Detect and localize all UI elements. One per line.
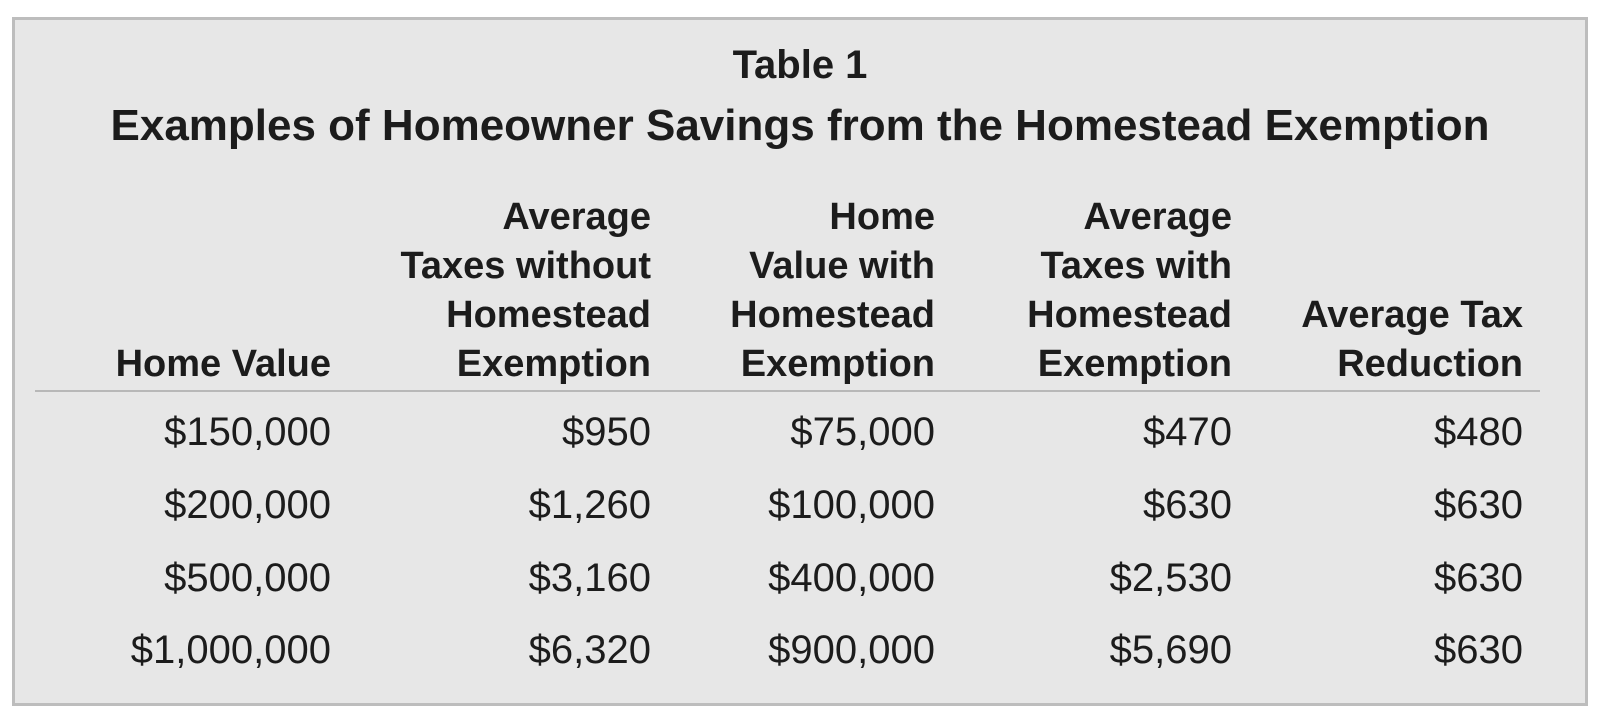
cell-value-with: $900,000	[768, 628, 935, 672]
cell-taxes-with: $630	[1143, 483, 1232, 527]
cell-home-value: $150,000	[164, 410, 331, 454]
table-row	[15, 402, 1585, 462]
table-subtitle: Examples of Homeowner Savings from the Homestead Exemption	[110, 101, 1490, 150]
cell-home-value: $500,000	[164, 556, 331, 600]
cell-home-value: $1,000,000	[130, 628, 331, 672]
cell-value-with: $75,000	[790, 410, 935, 454]
cell-tax-reduction: $480	[1434, 410, 1523, 454]
cell-taxes-without: $1,260	[528, 483, 651, 527]
cell-taxes-with: $2,530	[1109, 556, 1232, 600]
col-header-value-with	[730, 193, 935, 389]
cell-tax-reduction: $630	[1434, 483, 1523, 527]
cell-tax-reduction: $630	[1434, 628, 1523, 672]
col-header-line: Homestead	[446, 294, 651, 336]
cell-taxes-with: $470	[1143, 410, 1232, 454]
col-header-line: Average	[502, 196, 651, 238]
cell-value-with: $100,000	[768, 483, 935, 527]
col-header-line: Taxes without	[400, 245, 651, 287]
cell-tax-reduction: $630	[1434, 556, 1523, 600]
header-divider	[35, 390, 1540, 392]
table-row	[15, 620, 1585, 680]
cell-taxes-with: $5,690	[1109, 628, 1232, 672]
col-header-line: Exemption	[456, 343, 651, 385]
col-header-line: Taxes with	[1040, 245, 1232, 287]
col-header-line: Exemption	[740, 343, 935, 385]
col-header-line: Average Tax	[1301, 294, 1523, 336]
col-header-line: Reduction	[1337, 343, 1523, 385]
table-row	[15, 475, 1585, 535]
col-header-taxes-without	[400, 193, 651, 389]
col-header-line: Exemption	[1037, 343, 1232, 385]
cell-taxes-without: $950	[562, 410, 651, 454]
col-header-line: Value with	[749, 245, 935, 287]
cell-home-value: $200,000	[164, 483, 331, 527]
cell-value-with: $400,000	[768, 556, 935, 600]
col-header-line: Home Value	[115, 343, 331, 385]
col-header-line: Homestead	[730, 294, 935, 336]
col-header-taxes-with	[1027, 193, 1232, 389]
col-header-tax-reduction	[1301, 291, 1523, 389]
col-header-home-value	[116, 340, 331, 389]
table-title: Table 1	[732, 43, 868, 87]
col-header-line: Home	[829, 196, 935, 238]
table-panel	[12, 17, 1588, 706]
cell-taxes-without: $3,160	[528, 556, 651, 600]
col-header-line: Homestead	[1027, 294, 1232, 336]
table-row	[15, 548, 1585, 608]
cell-taxes-without: $6,320	[528, 628, 651, 672]
col-header-line: Average	[1083, 196, 1232, 238]
